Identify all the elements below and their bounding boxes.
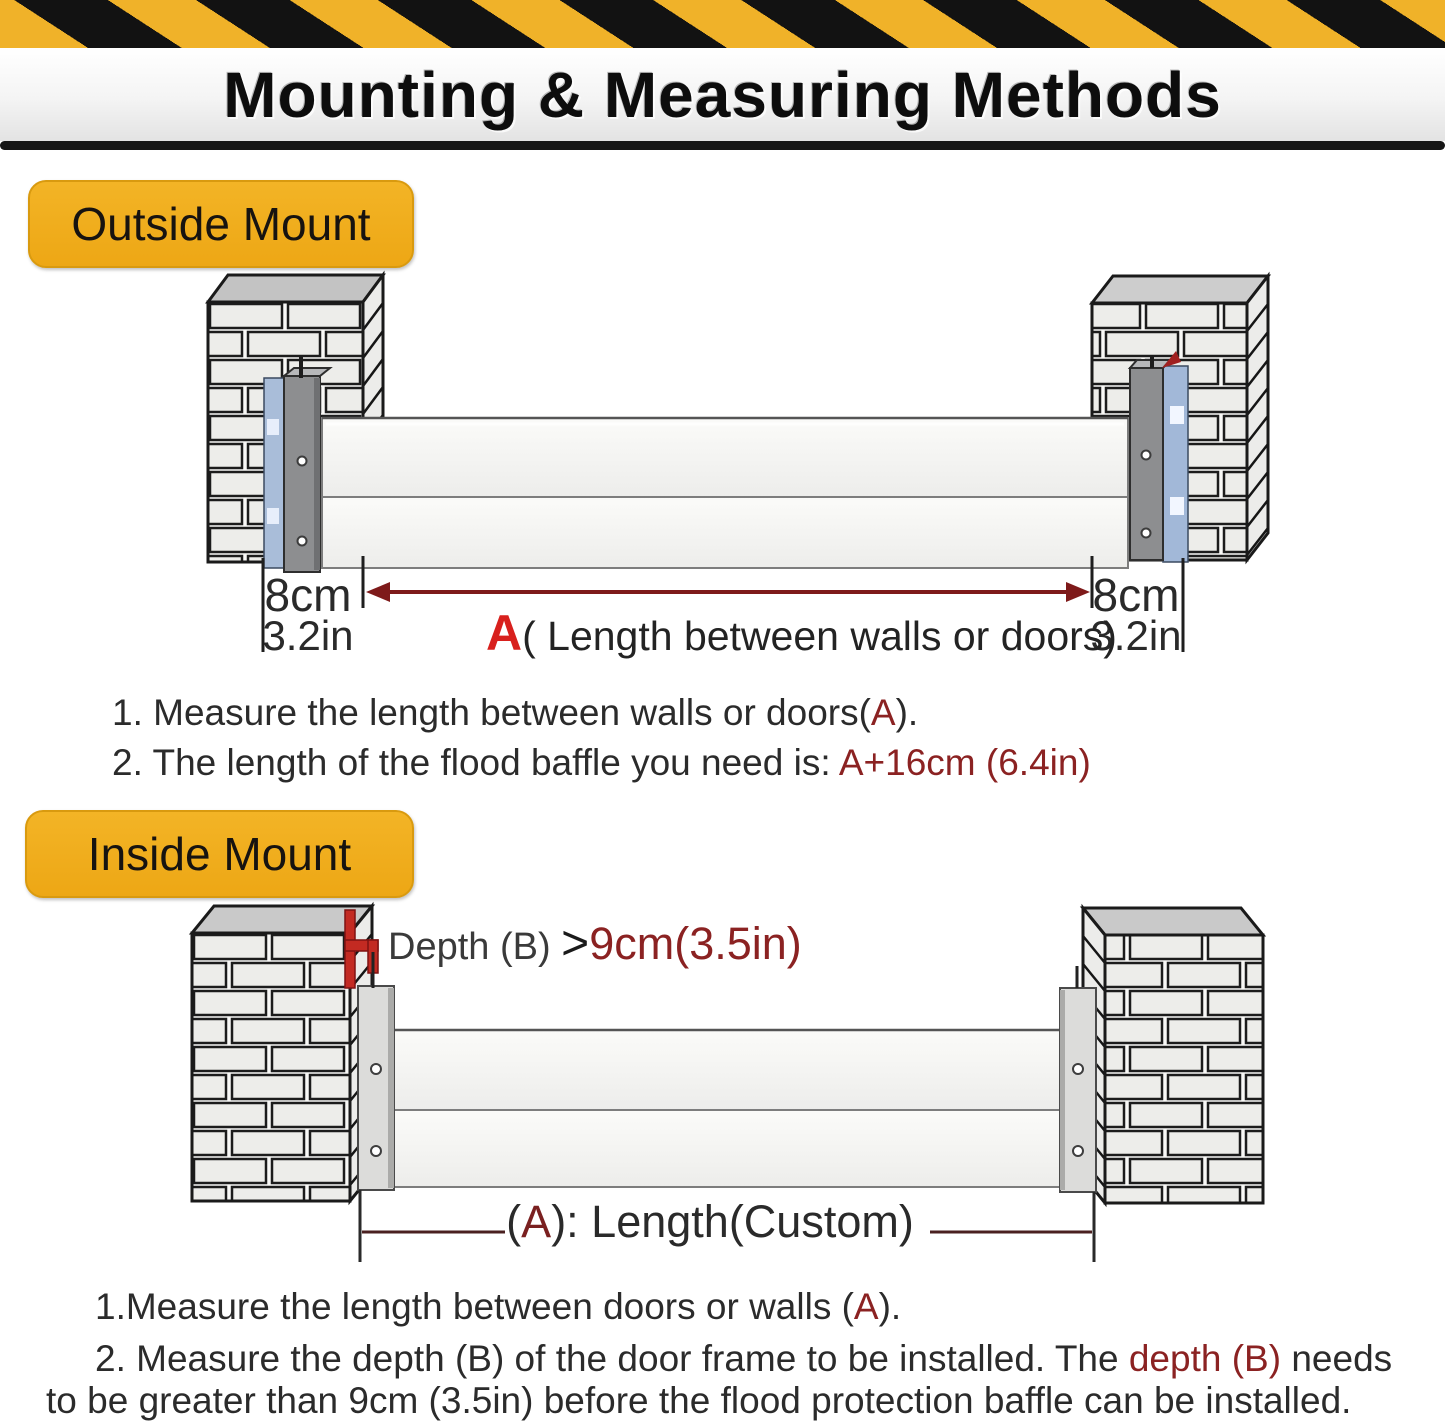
inside-step-1 (95, 1286, 901, 1328)
gap-label-left-cm: 8cm (264, 569, 352, 621)
step-text: needs (1281, 1338, 1393, 1379)
step-text: ). (878, 1286, 902, 1327)
depth-value: 9cm(3.5in) (589, 918, 802, 969)
hazard-stripe-band (0, 0, 1445, 48)
step-em: A (870, 692, 896, 733)
span-a-label (486, 604, 1117, 662)
channel-bracket-right (1060, 988, 1096, 1192)
step-text: 2. Measure the depth (B) of the door frame to be installed. The (95, 1338, 1129, 1379)
end-bracket-right (1130, 360, 1170, 560)
outside-step-2 (112, 742, 1091, 784)
custom-length-label (460, 1196, 960, 1248)
step-text: ). (895, 692, 919, 733)
depth-label: Depth (B) (388, 926, 562, 968)
flood-barrier-panels (394, 1030, 1060, 1187)
title-band (0, 48, 1445, 141)
brick-pillar-right (1083, 908, 1263, 1203)
gap-label-right-cm: 8cm (1092, 569, 1180, 621)
inside-mount-badge: Inside Mount (25, 810, 414, 898)
wall-mount-strip-left (264, 378, 284, 568)
header-divider-bar (0, 141, 1445, 150)
depth-annotation (388, 916, 802, 971)
gap-label-left-in: 3.2in (262, 612, 354, 659)
step-em: A (853, 1286, 879, 1327)
wall-mount-strip-right (1163, 366, 1188, 562)
span-arrow (366, 582, 1090, 602)
outside-mount-badge: Outside Mount (28, 180, 414, 268)
page-title: Mounting & Measuring Methods (223, 59, 1222, 131)
channel-bracket-left (358, 986, 394, 1190)
span-a-text: ( Length between walls or doors) (522, 613, 1117, 659)
step-em: A+16cm (6.4in) (838, 742, 1091, 783)
length-text: ): Length(Custom) (551, 1196, 914, 1247)
inside-step-2-continued: to be greater than 9cm (3.5in) before the flood protection baffle can be installed. (46, 1380, 1352, 1421)
greater-than-sign: > (561, 917, 590, 970)
paren: ( (506, 1196, 522, 1247)
gap-label-right-in: 3.2in (1090, 612, 1182, 659)
inside-step-2 (95, 1338, 1392, 1380)
step-em: depth (B) (1128, 1338, 1282, 1379)
flood-barrier-panels (322, 418, 1128, 568)
span-a-letter: A (486, 605, 523, 661)
span-a-letter: A (521, 1196, 552, 1247)
outside-step-1 (112, 692, 918, 734)
step-text: 1. Measure the length between walls or doors( (112, 692, 871, 733)
step-text: 2. The length of the flood baffle you need is: (112, 742, 839, 783)
step-text: 1.Measure the length between doors or walls ( (95, 1286, 854, 1327)
